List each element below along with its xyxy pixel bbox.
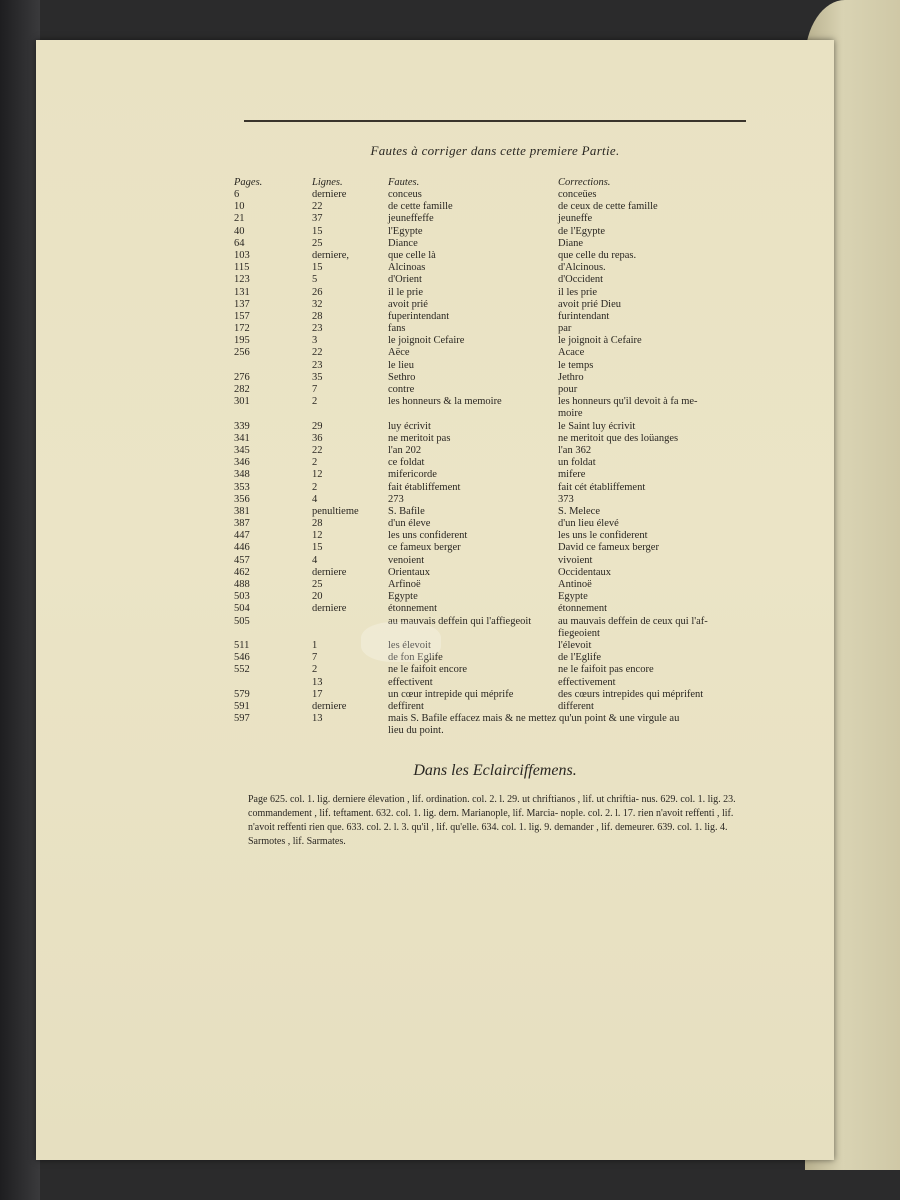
- row-page: 505: [234, 615, 250, 627]
- row-line: 4: [312, 554, 318, 566]
- row-line: 5: [312, 274, 318, 286]
- row-line: 29: [312, 420, 323, 432]
- row-correction: fiegeoient: [558, 627, 600, 639]
- row-correction: fait cét établiffement: [558, 481, 646, 493]
- row-correction: ne meritoit que des loüanges: [558, 432, 679, 444]
- col-fautes-header: Fautes.: [388, 177, 420, 188]
- table-row: [234, 555, 794, 567]
- row-page: 6: [234, 189, 240, 200]
- row-correction: different: [558, 700, 594, 712]
- row-line: derniere: [312, 700, 347, 712]
- row-correction: vivoient: [558, 554, 593, 566]
- row-error: fans: [388, 323, 406, 335]
- table-row: [234, 494, 794, 506]
- table-row: [234, 725, 794, 737]
- row-correction: Acace: [558, 347, 585, 359]
- row-line: 35: [312, 371, 323, 383]
- row-error: deffirent: [388, 700, 424, 712]
- table-row: [234, 347, 794, 359]
- row-correction: il les prie: [558, 286, 598, 298]
- row-error: d'un éleve: [388, 518, 431, 530]
- page-title: Fautes à corriger dans cette premiere Partie.: [370, 143, 620, 158]
- row-correction: moire: [558, 408, 583, 420]
- row-line: 2: [312, 396, 318, 408]
- table-header: [234, 177, 794, 189]
- row-correction: les uns le confiderent: [558, 530, 648, 542]
- table-row: [234, 677, 794, 689]
- row-page: 256: [234, 347, 250, 359]
- row-page: 40: [234, 225, 245, 237]
- row-correction: les honneurs qu'il devoit à fa me-: [558, 396, 698, 408]
- row-correction: par: [558, 323, 572, 335]
- row-correction: furintendant: [558, 310, 610, 322]
- table-row: [234, 701, 794, 713]
- row-page: 597: [234, 713, 250, 725]
- row-correction: étonnement: [558, 603, 607, 615]
- row-error: d'Orient: [388, 274, 422, 286]
- table-row: [234, 616, 794, 628]
- row-line: 25: [312, 237, 323, 249]
- table-row: [234, 530, 794, 542]
- row-page: 503: [234, 591, 250, 603]
- row-error: les uns confiderent: [388, 530, 468, 542]
- row-page: 381: [234, 505, 250, 517]
- row-page: 123: [234, 274, 250, 286]
- row-line: 12: [312, 469, 323, 481]
- row-line: 28: [312, 310, 323, 322]
- row-correction: S. Melece: [558, 505, 600, 517]
- row-line: 13: [312, 713, 323, 725]
- row-line: 12: [312, 530, 323, 542]
- table-row: [234, 469, 794, 481]
- row-line: 15: [312, 262, 323, 274]
- row-line: penultieme: [312, 505, 359, 517]
- table-row: [234, 640, 794, 652]
- row-page: 137: [234, 298, 250, 310]
- row-error: Alcinoas: [388, 262, 426, 274]
- row-error: contre: [388, 384, 415, 395]
- row-line: derniere: [312, 189, 347, 200]
- row-error: Aëce: [388, 347, 410, 359]
- table-row: [234, 299, 794, 311]
- row-page: 195: [234, 335, 250, 347]
- row-page: 131: [234, 286, 250, 298]
- row-error: luy écrivit: [388, 420, 431, 432]
- row-line: 17: [312, 688, 323, 700]
- row-line: 37: [312, 213, 323, 225]
- row-page: 346: [234, 457, 250, 469]
- row-correction: de l'Eglife: [558, 652, 601, 664]
- row-line: derniere: [312, 566, 347, 578]
- row-page: 462: [234, 566, 250, 578]
- row-error: fait établiffement: [388, 481, 461, 493]
- table-row: [234, 421, 794, 433]
- table-row: [234, 408, 794, 420]
- table-row: [234, 579, 794, 591]
- row-line: 7: [312, 384, 318, 395]
- paper-stain: [361, 622, 441, 662]
- col-corrections-header: Corrections.: [558, 177, 611, 188]
- row-page: 115: [234, 262, 250, 274]
- table-row: [234, 360, 794, 372]
- row-line: 2: [312, 481, 318, 493]
- table-row: [234, 262, 794, 274]
- row-line: 3: [312, 335, 318, 347]
- table-row: [234, 506, 794, 518]
- row-page: 552: [234, 664, 250, 676]
- row-page: 353: [234, 481, 250, 493]
- row-correction: ne le faifoit pas encore: [558, 664, 654, 676]
- row-page: 457: [234, 554, 250, 566]
- row-correction: de ceux de cette famille: [558, 201, 658, 213]
- table-row: [234, 287, 794, 299]
- eclaircissements-text: Page 625. col. 1. lig. derniere élevation , lif. ordination. col. 2. l. 29. ut chriftianos , lif. ut chriftia- nus. 629. col. 1. lig. 23. commandement , lif. teftament. 632. col. 1. lig. dern. Marianople, lif. Marcia- nople. col. 2. l. 17. rien n'avoit reffenti , lif. n'avoit reffenti rien que. 633. col. 2. l. 3. qu'il , lif. qu'elle. 634. col. 1. lig. 9. demander , lif. demeurer. 639. col. 1. lig. 4. Sarmotes , lif. Sarmates.: [248, 794, 736, 847]
- col-pages-header: Pages.: [234, 177, 263, 188]
- row-correction: 373: [558, 493, 574, 505]
- row-error: mifericorde: [388, 469, 437, 481]
- row-correction: conceües: [558, 189, 597, 200]
- table-row: [234, 652, 794, 664]
- row-line: derniere,: [312, 249, 350, 261]
- row-correction: l'an 362: [558, 444, 592, 456]
- row-error: Egypte: [388, 591, 418, 603]
- table-row: [234, 518, 794, 530]
- row-error: l'an 202: [388, 444, 422, 456]
- table-row: [234, 603, 794, 615]
- table-row: [234, 274, 794, 286]
- row-error: ce fameux berger: [388, 542, 461, 554]
- row-page: 64: [234, 237, 245, 249]
- row-page: 504: [234, 603, 250, 615]
- table-row: [234, 189, 794, 201]
- row-line: 23: [312, 323, 323, 335]
- row-correction: Antinoë: [558, 579, 592, 590]
- row-error: Diance: [388, 237, 418, 249]
- row-error: étonnement: [388, 603, 437, 615]
- row-line: 2: [312, 457, 318, 469]
- row-correction: d'Alcinous.: [558, 262, 606, 274]
- row-page: 488: [234, 579, 250, 590]
- row-error: avoit prié: [388, 298, 428, 310]
- row-line: 15: [312, 542, 323, 554]
- row-page: 446: [234, 542, 250, 554]
- row-page: 103: [234, 249, 250, 261]
- row-correction: d'un lieu élevé: [558, 518, 619, 530]
- table-row: [234, 567, 794, 579]
- row-line: derniere: [312, 603, 347, 615]
- table-row: [234, 457, 794, 469]
- row-correction: jeuneffe: [558, 213, 593, 225]
- col-lignes-header: Lignes.: [312, 177, 343, 188]
- row-error: il le prie: [388, 286, 423, 298]
- table-row: [234, 713, 794, 725]
- table-row: [234, 445, 794, 457]
- row-page: 447: [234, 530, 250, 542]
- table-row: [234, 482, 794, 494]
- row-correction: de l'Egypte: [558, 225, 606, 237]
- row-page: 579: [234, 688, 250, 700]
- row-line: 28: [312, 518, 323, 530]
- row-correction: le temps: [558, 359, 594, 371]
- row-page: 345: [234, 444, 250, 456]
- background-shadow: [0, 0, 40, 1200]
- table-row: [234, 335, 794, 347]
- row-error: de cette famille: [388, 201, 453, 213]
- row-error: fuperintendant: [388, 310, 450, 322]
- row-correction: que celle du repas.: [558, 249, 637, 261]
- row-line: 25: [312, 579, 323, 590]
- row-line: 1: [312, 639, 318, 651]
- row-line: 7: [312, 652, 318, 664]
- row-error: ce foldat: [388, 457, 425, 469]
- row-correction: pour: [558, 384, 578, 395]
- row-page: 341: [234, 432, 250, 444]
- row-page: 276: [234, 371, 250, 383]
- row-error: jeuneffeffe: [388, 213, 434, 225]
- row-correction: le joignoit à Cefaire: [558, 335, 642, 347]
- row-correction: effectivement: [558, 676, 616, 688]
- row-line: 22: [312, 201, 323, 213]
- table-row: [234, 226, 794, 238]
- book-page: [36, 40, 834, 1160]
- row-error: Arfinoë: [388, 579, 421, 590]
- row-error: au mauvais deffein qui l'affiegeoit: [388, 615, 532, 627]
- table-row: [234, 372, 794, 384]
- row-page: 339: [234, 420, 250, 432]
- row-line: 36: [312, 432, 323, 444]
- row-page: 348: [234, 469, 250, 481]
- row-error: S. Bafile: [388, 505, 425, 517]
- row-error: un cœur intrepide qui méprife: [388, 688, 514, 700]
- row-correction: un foldat: [558, 457, 596, 469]
- row-page: 172: [234, 323, 250, 335]
- row-correction: d'Occident: [558, 274, 604, 286]
- row-page: 387: [234, 518, 250, 530]
- table-row: [234, 201, 794, 213]
- table-row: [234, 250, 794, 262]
- row-page: 282: [234, 384, 250, 395]
- row-page: 157: [234, 310, 250, 322]
- errata-table: [234, 177, 794, 737]
- header-rule: [244, 120, 746, 122]
- row-correction: au mauvais deffein de ceux qui l'af-: [558, 615, 708, 627]
- row-error: 273: [388, 493, 404, 505]
- table-row: [234, 311, 794, 323]
- row-correction: Jethro: [558, 371, 584, 383]
- row-line: 2: [312, 664, 318, 676]
- row-error: le lieu: [388, 359, 414, 371]
- table-row: [234, 433, 794, 445]
- row-error: le joignoit Cefaire: [388, 335, 465, 347]
- row-line: 32: [312, 298, 323, 310]
- row-page: 301: [234, 396, 250, 408]
- row-correction: Diane: [558, 237, 584, 249]
- row-page: 591: [234, 700, 250, 712]
- row-line: 20: [312, 591, 323, 603]
- table-row: [234, 396, 794, 408]
- row-error: lieu du point.: [388, 725, 444, 737]
- table-row: [234, 542, 794, 554]
- row-error: conceus: [388, 189, 422, 200]
- row-error: ne le faifoit encore: [388, 664, 467, 676]
- table-row: [234, 384, 794, 396]
- table-row: [234, 213, 794, 225]
- row-line: 15: [312, 225, 323, 237]
- row-error: de fon Eglife: [388, 652, 443, 664]
- row-correction: avoit prié Dieu: [558, 298, 621, 310]
- row-correction: l'élevoit: [558, 639, 592, 651]
- row-page: 356: [234, 493, 250, 505]
- row-correction: des cœurs intrepides qui méprifent: [558, 688, 704, 700]
- row-line: 22: [312, 347, 323, 359]
- row-error: Orientaux: [388, 566, 430, 578]
- row-page: 10: [234, 201, 245, 213]
- row-error: Sethro: [388, 371, 416, 383]
- row-page: 546: [234, 652, 250, 664]
- section-title: Dans les Eclairciffemens.: [413, 762, 577, 779]
- row-line: 4: [312, 493, 318, 505]
- row-error: venoient: [388, 554, 425, 566]
- row-error: effectivent: [388, 676, 433, 688]
- row-correction: Occidentaux: [558, 566, 612, 578]
- table-row: [234, 689, 794, 701]
- row-error: que celle là: [388, 249, 436, 261]
- table-row: [234, 323, 794, 335]
- row-error: les élevoit: [388, 639, 431, 651]
- table-row: [234, 628, 794, 640]
- row-error: ne meritoit pas: [388, 432, 451, 444]
- row-page: 511: [234, 639, 250, 651]
- row-correction: mifere: [558, 469, 586, 481]
- row-line: 23: [312, 359, 323, 371]
- row-error: mais S. Bafile effacez mais & ne mettez qu'un point & une virgule au: [388, 713, 680, 725]
- row-correction: Egypte: [558, 591, 588, 603]
- table-row: [234, 238, 794, 250]
- row-correction: le Saint luy écrivit: [558, 420, 636, 432]
- row-line: 13: [312, 676, 323, 688]
- row-page: 21: [234, 213, 245, 225]
- row-error: les honneurs & la memoire: [388, 396, 502, 408]
- row-correction: David ce fameux berger: [558, 542, 659, 554]
- row-error: l'Egypte: [388, 225, 423, 237]
- table-row: [234, 591, 794, 603]
- table-row: [234, 664, 794, 676]
- row-line: 22: [312, 444, 323, 456]
- row-line: 26: [312, 286, 323, 298]
